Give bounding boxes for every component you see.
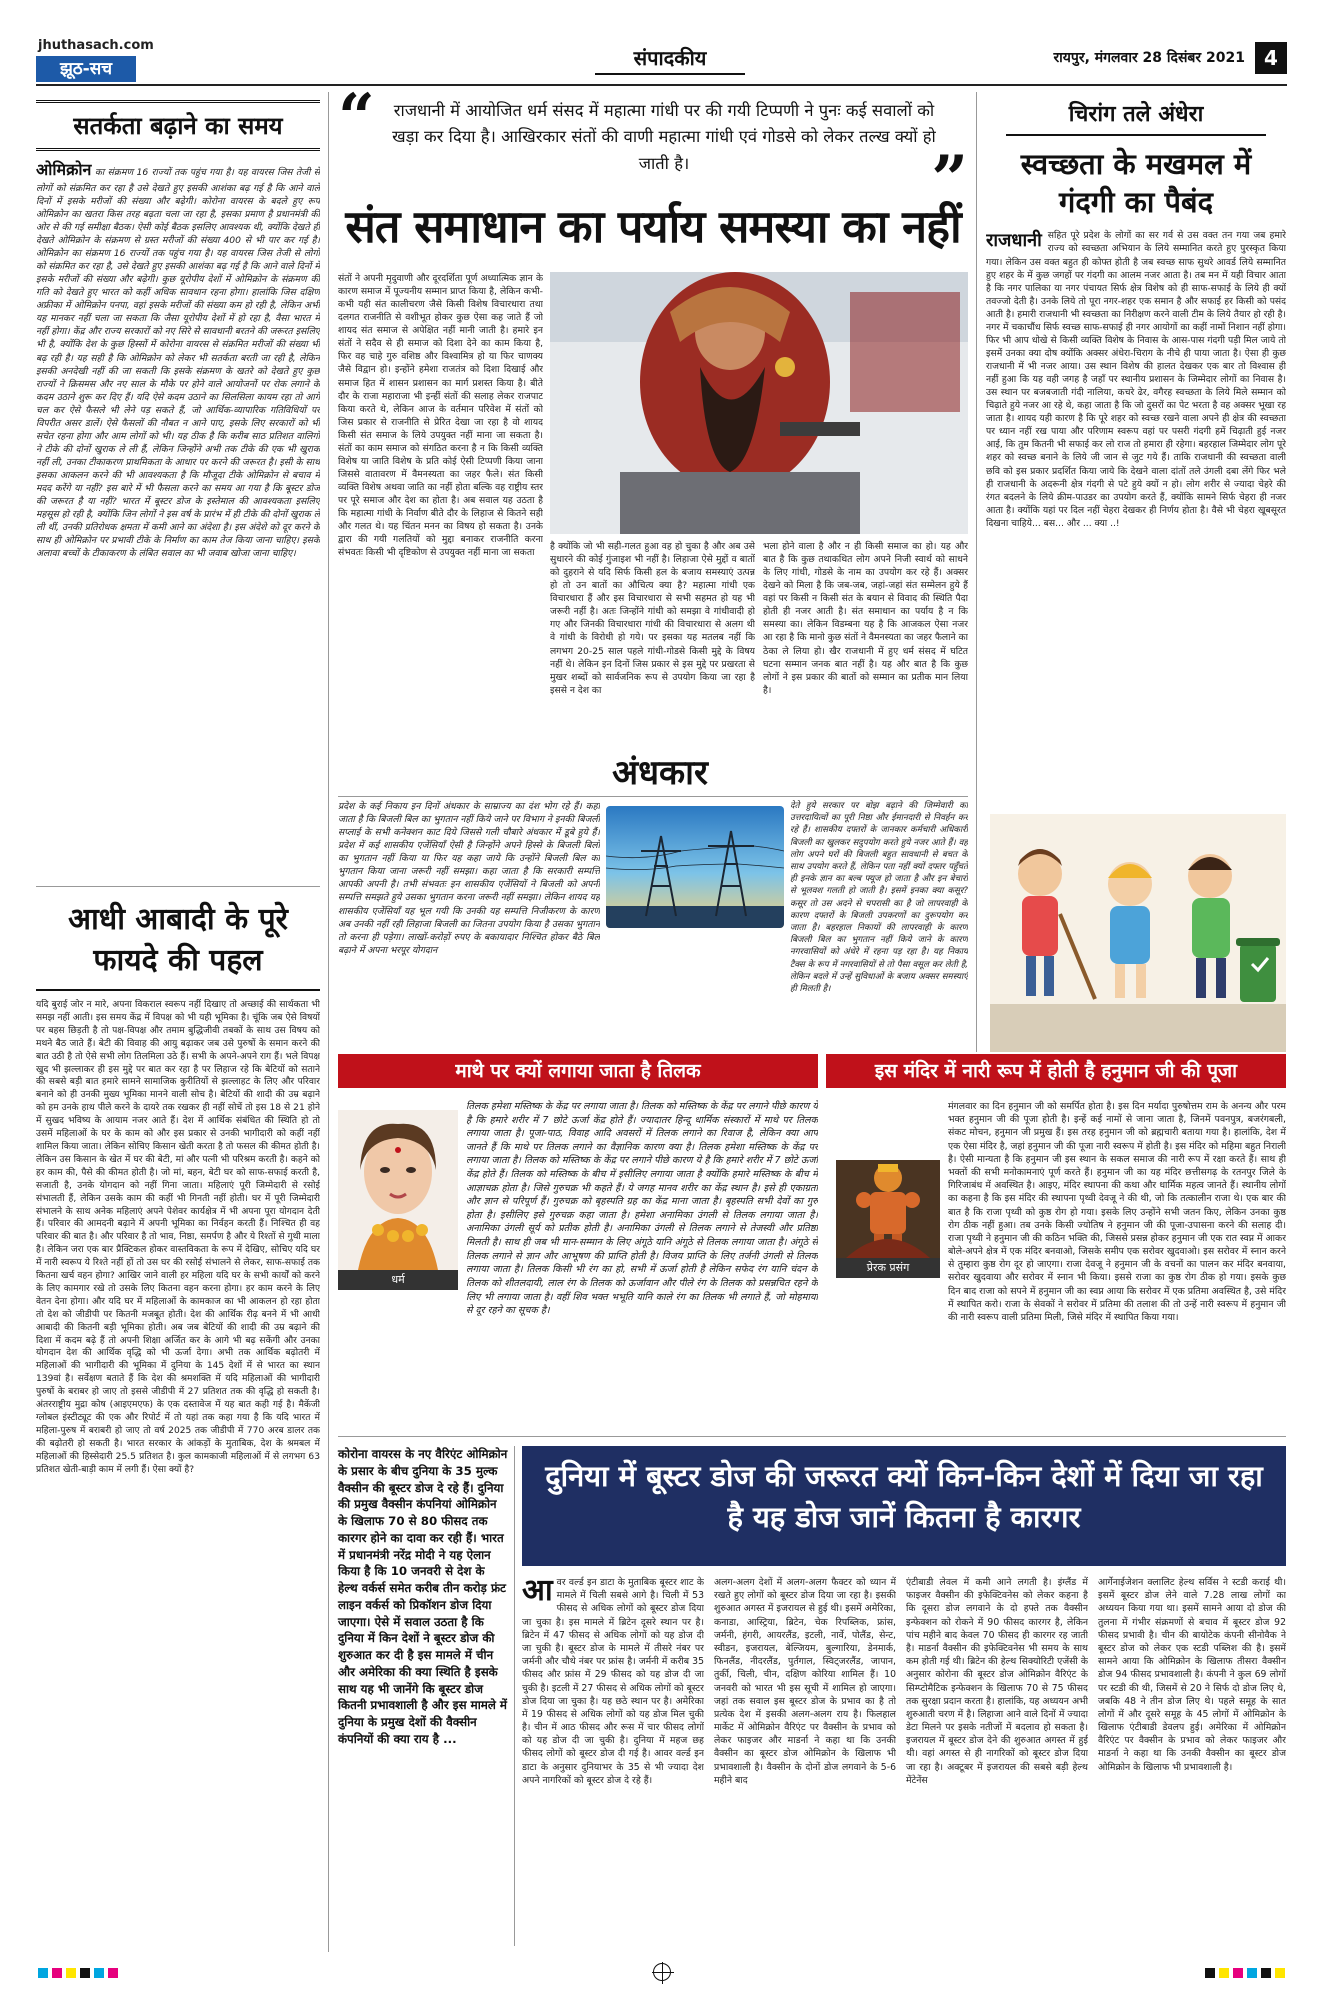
left-divider bbox=[36, 886, 320, 887]
sant-illustration bbox=[550, 272, 968, 534]
registration-mark-icon bbox=[653, 1963, 671, 1981]
newspaper-logo bbox=[36, 56, 136, 82]
booster-sidebar bbox=[338, 1446, 508, 1946]
color-bar-left bbox=[36, 1963, 120, 1982]
hanuman-ribbon-text: इस मंदिर में नारी रूप में होती है हनुमान जी की पूजा bbox=[874, 1060, 1238, 1082]
booster-headline: दुनिया में बूस्टर डोज की जरूरत क्यों किन-किन देशों में दिया जा रहा है यह डोज जानें कितना है कारगर bbox=[545, 1459, 1263, 1535]
editorial-2-body: यदि बुराई जोर न मारे, अपना विकराल स्वरूप नहीं दिखाए तो अच्छाई की सार्थकता भी समझ नहीं आती। इस समय केंद्र में विपक्ष को भी यही भूमिका है। चूंकि जब ऐसे विषयों पर बहस छिड़ती है तो पक्ष-विपक्ष और तमाम बुद्धिजीवी तबकों के साथ उस विषय को मथने बैठ जाते हैं। बेटी की विवाह की आयु बढ़ाकर जब उसे पुरुषों के समान करने की बात उठी है तो ऐसे सभी लोग तिलमिला उठे हैं। सभी के अपने-अपने राग हैं। भले विपक्ष खुद भी झल्लाकर ही इस मुद्दे पर बात कर रहा है पर लिहाज रहे कि बेटियों को सताने की सबसे बड़ी बात हमारे सामने सामाजिक कुरीतियों से झल्लाहट के लिए और परिवार बनाने को ही उनकी मुख्य भूमिका मानने वाली सोच है। बेटियों की शादी की उम्र बढ़ाने को हम उनके हाथ पीले करने के दायरे तक रखकर ही नहीं सोचें तो इस 18 से 21 होने में सुखद भविष्य के आयाम नजर आते हैं। देश में आर्थिक संबंधित की स्थिति हो तो उसमें महिलाओं के घर के काम को और इस प्रकार से उनकी भागीदारी को कहीं नहीं शामिल किया जाता। लेकिन सोचिए किसान खेती करता है तो फसल की कीमत होती है। लेकिन उस किसान के खेत में घर की बेटी, मां और पत्नी भी परिश्रम करती है। कहने को हर काम की, पैसे की कीमत होती है। जो मां, बहन, बेटी घर को साफ-सफाई करती है, सजाती है, उनके योगदान को नहीं गिना जाता। महिलाएं पूरी जिम्मेदारी से रसोई संभालती हैं, लेकिन उसके काम की कहीं भी गिनती नहीं होती। घर में पूरी जिम्मेदारी संभालने के साथ अनेक महिलाएं अपने पेशेवर कार्यक्षेत्र में भी अपना पूरा योगदान देती हैं। परिवार की आमदनी बढ़ाने में अपनी भूमिका का निर्वहन करती हैं। निश्चित ही वह परिवार की बात है। और परिवार है तो भाव, निष्ठा, समर्पण है और ये रिश्तों से गुथी माला है। लेकिन जरा एक बार प्रैक्टिकल होकर वास्तविकता के रूप में देखिए, सोचिए यदि घर में नारी स्वरूप ये रिश्ते नहीं हों तो उस घर की रसोई संभालने से लेकर, साफ-सफाई तक कितना खर्च वहन होगा? आखिर जाने वाली हर महिला यदि घर के सभी कार्यों को करने के लिए कामगार रखे तो उसके लिए कितना वहन करना होगा। हर काम करने के लिए वेतन देना होगा। और यदि घर में महिलाओं के कामकाज का भी आकलन हो रहा होता तो देश को जीडीपी पर कितनी मजबूत होती। देश की आर्थिक रीढ़ बनने में भी आधी आबादी की कितनी बड़ी भूमिका होती। अब जब बेटियों की शादी की उम्र बढ़ाने की दिशा में कदम बढ़े हैं तो अपनी शिक्षा अर्जित कर के आगे भी बढ़ सकेंगी और उनका योगदान देश की आर्थिक वृद्धि को भी ऊर्जा देगा। अभी तक आर्थिक बढ़ोतरी में महिलाओं की भागीदारी की भूमिका में दुनिया के 145 देशों में से भारत का स्थान 139वां है। सर्वेक्षण बताते हैं कि देश की श्रमशक्ति में यदि महिलाओं की भागीदारी पुरुषों के बराबर हो जाए तो इससे जीडीपी में 27 प्रतिशत तक की वृद्धि हो सकती है। अंतरराष्ट्रीय मुद्रा कोष (आइएमएफ) के एक दस्तावेज में यह बात कही गई है। मैकेंजी ग्लोबल इंस्टीट्यूट की एक और रिपोर्ट में तो यहां तक कहा गया है कि यदि भारत में महिला-पुरुष में बराबरी हो जाए तो वर्ष 2025 तक जीडीपी में 770 अरब डालर तक की बढ़ोतरी हो सकती है। भारत सरकार के आंकड़ों के मुताबिक, देश के श्रमबल में महिलाओं की हिस्सेदारी 25.5 प्रतिशत है। कुल कामकाजी महिलाओं में से लगभग 63 प्रतिशत खेती-बाड़ी काम में लगी हैं। ऐसा क्यों है? bbox=[36, 1000, 320, 1475]
booster-top-rule bbox=[338, 1436, 1286, 1437]
editorial-1-text: का संक्रमण 16 राज्यों तक पहुंच गया है। यह वायरस जिस तेजी से लोगों को संक्रमित कर रहा है उसे देखते हुए इसकी आशंका बढ़ गई है कि आने वाले दिनों में इसके मरीजों की संख्या और बढ़ेगी। कोरोना वायरस के बदले हुए रूप ओमिक्रोन का खतरा किस तरह बढ़ता चला जा रहा है, इसका प्रमाण है प्रधानमंत्री की ओर से की गई समीक्षा बैठक। ऐसी कोई बैठक इसलिए आवश्यक थी, क्योंकि देखते ही देखते ओमिक्रोन के संक्रमण से ग्रस्त मरीजों की संख्या 400 से भी पार कर गई है। ओमिक्रोन का संक्रमण 16 राज्यों तक पहुंच गया है। यह वायरस जिस तेजी से लोगों को संक्रमित कर रहा है, उसे देखते हुए इसकी आशंका बढ़ गई है कि आने वाले दिनों में इसके मरीजों की संख्या और बढ़ेगी। कुछ यूरोपीय देशों में ओमिक्रोन के संक्रमण की गति को देखते हुए भारत को कहीं अधिक सावधान रहना होगा। हालांकि जिस दक्षिण अफ्रीका में ओमिक्रोन पनपा, वहां इसके मरीजों की संख्या कम हो रही है, लेकिन अभी यह मानकर नहीं चला जा सकता कि जैसा यूरोपीय देशों में हो रहा है, वैसा भारत में नहीं होगा। केंद्र और राज्य सरकारों को नए सिरे से सावधानी बरतने की जरूरत इसलिए भी है, क्योंकि देश के कुछ हिस्सों में कोरोना वायरस से संक्रमित मरीजों की संख्या भी बढ़ रही है। यह सही है कि ओमिक्रोन को लेकर भी सतर्कता बरती जा रही है, लेकिन इसकी अनदेखी नहीं की जा सकती कि इसके संक्रमण के खतरे को देखते हुए कुछ राज्यों ने क्रिसमस और नए साल के मौके पर होने वाले आयोजनों पर रोक लगाने के कदम उठाने शुरू कर दिए हैं। यदि ऐसे कदम उठाने का सिलसिला कायम रहा तो आगे चल कर ऐसे फैसले भी लेने पड़ सकते हैं, जो आर्थिक-व्यापारिक गतिविधियों पर विपरीत असर डालें। ऐसे फैसलों की नौबत न आने पाए, इसके लिए सरकारों को भी सचेत रहना होगा और आम लोगों को भी। यह ठीक है कि करीब साठ प्रतिशत वालिगों ने टीके की दोनों खुराक ले ली हैं, लेकिन जिन्होंने अभी तक टीके की एक भी खुराक नहीं ली, उनका टीकाकरण प्राथमिकता के आधार पर करने की जरूरत है। इसी के साथ इसका आकलन करने की भी आवश्यकता है कि मौजूदा टीके ओमिक्रोन से बचाव में मदद करेंगे या नहीं? इस बारे में भी फैसला करने का समय आ गया है कि बूस्टर डोज की जरूरत है या नहीं? भारत में बूस्टर डोज के इस्तेमाल की आवश्यकता इसलिए महसूस हो रही है, क्योंकि जिन लोगों ने इस वर्ष के प्रारंभ में ही टीके की दोनों खुराक ले ली थीं, उनकी प्रतिरोधक क्षमता में कमी आने का अंदेशा है। इस अंदेशे को दूर करने के साथ ही ओमिक्रोन पर प्रभावी टीके के निर्माण का काम तेज किया जाना चाहिए। इसके अलावा बच्चों के टीकाकरण के लंबित सवाल का भी जवाब खोजा जाना चाहिए। bbox=[36, 167, 320, 560]
close-quote-icon: ” bbox=[931, 142, 968, 217]
booster-sidebar-rule bbox=[514, 1446, 515, 1946]
dateline: रायपुर, मंगलवार 28 दिसंबर 2021 bbox=[1053, 50, 1245, 66]
tilak-ribbon-text: माथे पर क्यों लगाया जाता है तिलक bbox=[455, 1060, 701, 1082]
power-tower-illustration bbox=[606, 806, 784, 928]
booster-col-1-text: वर वर्ल्ड इन डाटा के मुताबिक बूस्टर शाट के मामले में चिली सबसे आगे है। चिली में 53 फीसद से अधिक लोगों को बूस्टर डोज दिया जा चुका है। इस मामले में ब्रिटेन दूसरे स्थान पर है। ब्रिटेन में 47 फीसद से अधिक लोगों को यह डोज दी जा चुकी है। बूस्टर डोज के मामले में तीसरे नंबर पर जर्मनी और चौथे नंबर पर फ्रांस है। जर्मनी में करीब 35 फीसद और फ्रांस में 29 फीसद को यह डोज दी जा चुकी है। इटली में 27 फीसद से अधिक लोगों को बूस्टर डोज दिया जा चुका है। यह छठे स्थान पर है। अमेरिका में 19 फीसद से अधिक लोगों को यह डोज मिल चुकी है। चीन में आठ फीसद और रूस में चार फीसद लोगों को यह डोज दी जा चुकी है। दुनिया में महज छह फीसद लोगों को बूस्टर डोज दी गई है। आवर वर्ल्ड इन डाटा के अनुसार दुनियाभर के 35 से भी ज्यादा देश अपने नागरिकों को बूस्टर डोज दे रहे हैं। bbox=[522, 1577, 704, 1786]
open-quote-icon: “ bbox=[338, 80, 375, 155]
section-header bbox=[560, 44, 780, 75]
section-ornament bbox=[595, 73, 745, 75]
hanuman-idol-illustration bbox=[836, 1160, 940, 1258]
booster-col-1 bbox=[522, 1576, 704, 1946]
editorial-1 bbox=[36, 100, 320, 880]
editorial-1-body bbox=[36, 159, 320, 869]
hanuman-ribbon bbox=[826, 1054, 1286, 1088]
pull-quote-text: राजधानी में आयोजित धर्म संसद में महात्मा गांधी पर की गयी टिप्पणी ने पुनः कई सवालों को खड़ा कर दिया है। आखिरकार संतों की वाणी महात्मा गांधी एवं गोडसे को लेकर तल्ख क्यों हो जाती है। bbox=[392, 101, 936, 173]
editorial-1-lead: ओमिक्रोन bbox=[36, 160, 92, 179]
andhkar-col-2: देते हुये सरकार पर बोझ बढ़ाने की जिम्मेवारी का उत्तरदायित्वों का पूरी निष्ठा और ईमानदारी से निवर्हन कर रहे हैं। शासकीय दफ्तरों के जानकार कर्मचारी अधिकारी बिजली का खुलकर सदुपयोग करते हुये नजर आते हैं। वह लोग अपने घरों की बिजली बहुत सावधानी से बचत के साथ उपयोग करते हैं, लेकिन पता नहीं क्यों दफ्तर पहुँचते ही इनके ज्ञान का बल्ब फ्यूज हो जाता है और इन बेचारों से भूलवश गलती हो जाती है। इसमें इनका क्या कसूर? कसूर तो उस अदने से चपरासी का है जो लापरवाही के कारण दफ्तरों के बिजली उपकरणों का दुरूपयोग कर जाता है। बहरहाल निकायों की लापरवाही के कारण बिजली बिल का भुगतान नहीं किये जाने के कारण नगरवासियों को अंधेरे में रहना पड़ रहा है। यह निकाय टैक्स के रूप में नगरवासियों से तो पैसा वसूल कर लेती है, लेकिन बदले में उन्हें सुविधाओं के बजाय अक्सर समस्याएं ही मिलती है। bbox=[790, 801, 968, 995]
sant-photo bbox=[550, 272, 968, 534]
power-lines-photo bbox=[606, 806, 784, 928]
right-body-text: सहित पूरे प्रदेश के लोगों का सर गर्व से उस वक्त तन गया जब हमारे राज्य को स्वच्छता अभियान के लिये सम्मानित करते हुए पुरस्कृत किया गया। लेकिन उस वक्त बहुत ही कोफ्त होती है जब स्वच्छ साफ सुथरे आवर्ड लिये सम्मानित हुए शहर के में कुछ जगहों पर गंदगी का आलम नजर आता है। तब मन में यही विचार आता है कि नगर पालिका या नगर पंचायत सिर्फ क्षेत्र विशेष को ही साफ-सफाई के लिये ही क्यों तवज्जो देती है। उनके लिये तो पूरा नगर-शहर एक समान है और सफाई हर किसी को पसंद आती है। हमारी राजधानी भी स्वच्छता का निरीक्षण करने वाली टीम के लिये तैयार हो रही है। नगर में चकाचौंध सिर्फ स्वच्छ साफ-सफाई ही नगर आयोगों का कहीं नामों निशान नहीं होगा। फिर भी आप धोखे से किसी व्यक्ति विशेष के निवास के आस-पास गंदगी पड़ी मिल जाये तो इसमें उनका क्या दोष क्योंकि अक्सर अंधेरा-चिराग के नीचे ही पाया जाता है। ऐसा ही कुछ राजधानी में भी नजर आया। उस स्थान विशेष की हालत देखकर एक बार तो विश्वास ही नहीं हुआ कि यह वही जगह है जहाँ पर स्थानीय प्रशासन के जिम्मेदार लोगों का निवास है। उस स्थान पर बजबजाती गंदी नालिया, कचरे ढेर, वगैरह स्वच्छता के लिये मिले सम्मान को चिढ़ाते हुये नजर आ रहे थे, कहा जाता है कि जो दुसरों का पेट भरता है वह अक्सर भूखा रह जाता है। शायद यही कारण है कि पूरे शहर को स्वच्छ रखने वाला अपने ही क्षेत्र की स्वच्छता पर ध्यान नहीं रख पाया और परिणाम स्वरूप वहां पर पसरी गंदगी हमें चिढ़ाती हुई नजर आई, कि तुम कितनी भी सफाई कर लो राज तो हमारा ही रहेगा। बहरहाल जिम्मेदार लोग पूरे शहर को स्वच्छ बनाने के लिये जी जान से जुट गये हैं। ताकि राजधानी की स्वच्छता वाली छवि को इस प्रकार प्रदर्शित किया जाये कि देखने वाला दांतों तले उंगली दबा लेंगे फिर भले ही राजधानी के अदरूनी क्षेत्र गंदगी से पटे हुये क्यों न हो। लोग शरीर से ज्यादा चेहरे की रंगत बदलने के लिये क्रीम-पाउडर का उपयोग करते हैं, क्योंकि सामने सिर्फ चेहरा ही नजर आता है। क्योंकि यहां पर दिल नहीं चेहरा देखकर ही निर्णय होता है। वैसे भी चेहरा खूबसूरत दिखना चाहिये... बस... और ... क्या ..! bbox=[986, 230, 1286, 529]
tilak-ribbon bbox=[338, 1054, 818, 1088]
tilak-caption-text: धर्म bbox=[391, 1273, 405, 1286]
right-headline: स्वच्छता के मखमल में गंदगी का पैबंद bbox=[1020, 147, 1252, 219]
main-body-col-1: संतों ने अपनी मृदुवाणी और दूरदर्शिता पूर्ण अध्यात्मिक ज्ञान के कारण समाज में पूज्यनीय सम्मान प्राप्त किया है, लेकिन कभी-कभी यही संत कालीचरण जैसे किसी विशेष विचारधारा तथा दलगत राजनीति से वशीभूत होकर कुछ ऐसा कह जाते हैं जो शायद संत समाज से अपेक्षित नहीं मानी जाती है। हमारे इन संतों ने सदैव से ही समाज को दिशा देने का काम किया है, फिर वह चाहे गुरु वशिष्ठ और विश्वामित्र हो या फिर चाणक्य जैसे विद्वान हो। इन्होंने हमेशा राजतंत्र को दिशा दिखाई और समाज हित में शासन प्रशासन का मार्ग प्रशस्त किया है। बीते दौर के राजा महाराजा भी इन्हीं संतों की सलाह लेकर राजपाट किया करते थे, लेकिन आज के वर्तमान परिवेश में संतों को जिस प्रकार से राजनीति से प्रेरित देखा जा रहा है वो शायद किसी संत समाज के लिये उपयुक्त नहीं माना जा सकता है। संतों का काम समाज को संगठित करना है न कि किसी व्यक्ति विशेष या जाति विशेष के प्रति कोई ऐसी टिप्पणी किया जाना जिससे वातावरण में वैमनस्यता का जहर फैले। संत किसी व्यक्ति विशेष अथवा जाति का नहीं होता बल्कि वह राष्ट्रीय स्तर पर पूरे समाज और देश का होता है। अब सवाल यह उठता है कि महात्मा गांधी के निर्वाण बीते दौर के लिहाज से कितने सही और गलत थे। यह चिंतन मनन का विषय हो सकता है। उनके द्वारा की गयी गलतियों को मुद्दा बनाकर राजनीति करना संभवतः किसी भी दृष्टिकोण से उपयुक्त नहीं माना जा सकता bbox=[338, 273, 543, 559]
page-number-badge bbox=[1255, 42, 1287, 74]
cleaning-kids-illustration bbox=[990, 814, 1286, 1052]
hanuman-photo bbox=[836, 1160, 940, 1278]
footer-registration bbox=[36, 1962, 1287, 1982]
main-headline: संत समाधान का पर्याय समस्या का नहीं bbox=[345, 200, 961, 253]
left-column-rule bbox=[328, 92, 329, 1952]
andhkar-headline: अंधकार bbox=[540, 748, 780, 794]
cleaning-cartoon bbox=[990, 814, 1286, 1052]
main-body-col-2: है क्योंकि जो भी सही-गलत हुआ वह हो चुका है और अब उसे सुधारने की कोई गुंजाइश भी नहीं है। लिहाजा ऐसे मुद्दों व बातों को दुहराने से यदि सिर्फ किसी हल के बजाय समस्याएं उत्पन्न हो तो उन बातों का औचित्य क्या है? महात्मा गांधी एक विचारधारा हैं और इस विचारधारा से सभी सहमत हो यह भी जरूरी नहीं है। अतः जिन्होंने गांधी को समझा वे गांधीवादी हो गए और जिनकी विचारधारा गांधी की विचारधारा से अलग थी वे गांधी के विरोधी हो गये। पर इसका यह मतलब नहीं कि लगभग 20-25 साल पहले गांधी-गोडसे किसी मुद्दे के विषय नहीं थे। लेकिन इन दिनों जिस प्रकार से इस मुद्दे पर प्रखरता से मुखर शब्दों को सार्वजनिक रूप से उपयोग किया जा रहा है इससे न देश का bbox=[550, 541, 755, 696]
editorial-2 bbox=[36, 896, 320, 1946]
booster-col-4: आर्गेनाईजेशन क्लालिट हेल्थ सर्विस ने स्टडी कराई थी। इसमें बूस्टर डोज लेने वाले 7.28 लाख लोगों का अध्ययन किया गया था। इसमें सामने आया दो डोज की तुलना में गंभीर संक्रमणों से बचाव में बूस्टर डोज 92 फीसद प्रभावी है। चीन की बायोटेक कंपनी सीनोवैक ने बूस्टर डोज को लेकर एक स्टडी पब्लिश की है। इसमें सामने आया कि ओमिक्रोन के खिलाफ तीसरा वैक्सीन डोज 94 फीसद प्रभावशाली है। कंपनी ने कुल 69 लोगों पर स्टडी की थी, जिसमें से 20 ने सिर्फ दो डोज लिए थे, जबकि 48 ने तीन डोज लिए थे। पहले समूह के सात लोगों में और दूसरे समूह के 45 लोगों में ओमिक्रोन के खिलाफ एंटीबाडी डेवलप हुई। अमेरिका में ओमिक्रोन वैरिएंट पर वैक्सीन के प्रभाव को लेकर फाइजर और माडर्ना ने कहा था कि उनकी वैक्सीन का बूस्टर डोज ओमिक्रोन के खिलाफ भी प्रभावशाली है। bbox=[1098, 1577, 1286, 1773]
site-url[interactable]: jhuthasach.com bbox=[38, 38, 154, 53]
main-body-col-3: भला होने वाला है और न ही किसी समाज का हो। यह और बात है कि कुछ तथाकथित लोग अपने निजी स्वार्थ को साधने के लिए गांधी, गोडसे के नाम का उपयोग कर रहे हैं। अक्सर देखने को मिला है कि जब-जब, जहां-जहां संत सम्मेलन हुये हैं वहां पर किसी न किसी संत के बयान से विवाद की स्थिति पैदा होती ही नजर आती है। संत समाधान का पर्याय है न कि समस्या का। लेकिन विडम्बना यह है कि आजकल ऐसा नजर आ रहा है कि मानो कुछ संतों ने वैमनस्यता का जहर फैलाने का ठेका ले लिया हो। खैर राजधानी में हुए धर्म संसद में घटित घटना सम्मान जनक बात नहीं है। यह और बात है कि कुछ लोगों ने इस प्रकार की बातों को सम्मान का प्रतीक मान लिया है। bbox=[763, 541, 968, 696]
right-lead: राजधानी bbox=[986, 230, 1042, 252]
booster-headline-box bbox=[522, 1446, 1286, 1566]
hanuman-photo-caption bbox=[836, 1258, 940, 1278]
booster-dropcap: आ bbox=[522, 1576, 553, 1608]
masthead-rule bbox=[36, 84, 1287, 86]
editorial-1-title: सतर्कता बढ़ाने का समय bbox=[36, 100, 320, 151]
andhkar-rule bbox=[338, 796, 968, 797]
right-column-rule bbox=[976, 92, 977, 1052]
color-bar-right bbox=[1203, 1963, 1287, 1982]
booster-col-3: एंटीबाडी लेवल में कमी आने लगती है। इंग्लैंड में फाइजर वैक्सीन की इफेक्टिवनेस को लेकर कहना है कि दूसरा डोज लगवाने के दो हफ्ते तक वैक्सीन इन्फेक्शन को रोकने में 90 फीसद कारगर है, लेकिन पांच महीने बाद केवल 70 फीसद ही कारगर रह जाती है। माडर्ना वैक्सीन की इफेक्टिवनेस भी समय के साथ कम होती गई थी। ब्रिटेन की हेल्थ सिक्योरिटी एजेंसी के अनुसार कोरोना की बूस्टर डोज ओमिक्रोन वैरिएंट के सिम्प्टोमैटिक इन्फेक्शन के खिलाफ 70 से 75 फीसद तक सुरक्षा प्रदान करता है। हालांकि, यह अध्ययन अभी शुरुआती चरण में है। लिहाजा आने वाले दिनों में ज्यादा डेटा मिलने पर इसके नतीजों में बदलाव हो सकता है। इजरायल में बूस्टर डोज देने की शुरुआत अगस्त में हुई थी। वहां अगस्त से ही नागरिकों को बूस्टर डोज दिया जा रहा है। अक्टूबर में इजरायल की सबसे बड़ी हेल्थ मेंटेनेंस bbox=[906, 1577, 1088, 1786]
woman-tilak-illustration bbox=[338, 1110, 458, 1270]
logo-text: झूठ-सच bbox=[59, 59, 113, 79]
booster-col-2: अलग-अलग देशों में अलग-अलग फैक्टर को ध्यान में रखते हुए लोगों को बूस्टर डोज दिया जा रहा है। इसकी शुरुआत अगस्त में इजरायल से हुई थी। इसमें अमेरिका, कनाडा, आस्ट्रिया, ब्रिटेन, चेक रिपब्लिक, फ्रांस, जर्मनी, हंगरी, आयरलैंड, इटली, नार्वे, पोलैंड, सेन्ट, स्वीडन, इजरायल, बेल्जियम, बुल्गारिया, डेनमार्क, फिनलैंड, नीदरलैंड, पुर्तगाल, स्विट्जरलैंड, जापान, तुर्की, चिली, चीन, दक्षिण कोरिया शामिल हैं। 10 जनवरी को भारत भी इस सूची में शामिल हो जाएगा। जहां तक सवाल इस बूस्टर डोज के प्रभाव का है तो प्रत्येक देश में इसकी अलग-अलग राय है। फिलहाल मार्केट में ओमिक्रोन वैरिएंट पर वैक्सीन के प्रभाव को लेकर फाइजर और माडर्ना ने कहा था कि उनकी वैक्सीन का बूस्टर डोज ओमिक्रोन के खिलाफ भी प्रभावशाली है। वैक्सीन के दोनों डोज लगवाने के 5-6 महीने बाद bbox=[714, 1577, 896, 1786]
booster-sidebar-text: कोरोना वायरस के नए वैरिएंट ओमिक्रोन के प्रसार के बीच दुनिया के 35 मुल्क वैक्सीन की बूस्टर डोज दे रहे हैं। दुनिया की प्रमुख वैक्सीन कंपनियां ओमिक्रोन के खिलाफ 70 से 80 फीसद तक कारगर होने का दावा कर रही हैं। भारत में प्रधानमंत्री नरेंद्र मोदी ने यह ऐलान किया है कि 10 जनवरी से देश के हेल्थ वर्कर्स समेत करीब तीन करोड़ फ्रंट लाइन वर्कर्स को प्रिकॉशन डोज दिया जाएगा। ऐसे में सवाल उठता है कि दुनिया में किन देशों ने बूस्टर डोज की शुरुआत कर दी है इस मामले में चीन और अमेरिका की क्या स्थिति है इसके साथ यह भी जानेंगे कि बूस्टर डोज कितनी प्रभावशाली है और इस मामले में दुनिया के प्रमुख देशों की वैक्सीन कंपनियों की क्या राय है ... bbox=[338, 1447, 508, 1746]
tilak-photo-caption bbox=[338, 1270, 458, 1290]
section-title: संपादकीय bbox=[633, 46, 707, 70]
page-number: 4 bbox=[1264, 46, 1278, 70]
right-kicker: चिरांग तले अंधेरा bbox=[1068, 102, 1204, 127]
pull-quote bbox=[338, 80, 968, 217]
tilak-photo bbox=[338, 1110, 458, 1290]
right-column-article bbox=[986, 92, 1286, 812]
tilak-body: तिलक हमेशा मस्तिष्क के केंद्र पर लगाया जाता है। तिलक को मस्तिष्क के केंद्र पर लगाने पीछे कारण ये है कि हमारे शरीर में 7 छोटे ऊर्जा केंद्र होते हैं। ज्यादातर हिन्दू धार्मिक संस्कारों में माथे पर तिलक लगाया जाता है। पूजा-पाठ, विवाह आदि अवसरों में तिलक लगाने का रिवाज है, लेकिन क्या आप जानते हैं कि माथे पर तिलक लगाने का वैज्ञानिक कारण क्या है। तिलक हमेशा मस्तिष्क के केंद्र पर लगाया जाता है। तिलक को मस्तिष्क के केंद्र पर लगाने पीछे कारण ये है कि हमारे शरीर में 7 छोटे ऊर्जा केंद्र होते हैं। तिलक को मस्तिष्क के बीच में इसीलिए लगाया जाता है क्योंकि हमारे मस्तिष्क के बीच में आज्ञाचक्र होता है। जिसे गुरुचक्र भी कहते हैं। ये जगह मानव शरीर का केंद्र स्थान है। इसे ही एकाग्रता और ज्ञान से परिपूर्ण हैं। गुरुचक्र को बृहस्पति ग्रह का केंद्र माना जाता है। बृहस्पति सभी देवों का गुरु होता है। इसीलिए इसे गुरुचक्र कहा जाता है। हमेशा अनामिका उंगली से तिलक लगाया जाता है। अनामिका उंगली सूर्य को प्रतीक होती है। अनामिका उंगली से तिलक लगाने से तेजस्वी और प्रतिष्ठा मिलती है। साथ ही जब भी मान-सम्मान के लिए अंगूठे यानि अंगूठे से तिलक लगाया जाता है। अंगूठे से तिलक लगाने से ज्ञान और आभूषण की प्राप्ति होती है। विजय प्राप्ति के लिए तर्जनी उंगली से तिलक लगाया जाता है। तिलक किसी भी रंग का हो, सभी में ऊर्जा होती है लेकिन सफेद रंग यानि चंदन के तिलक को शीतलदायी, लाल रंग के तिलक को ऊर्जावान और पीले रंग के तिलक को प्रसन्नचित रहने के लिए भी लगाया जाता है। वहीं शिव भक्त भभूति यानि काले रंग का तिलक भी लगाते हैं, जो मोहमाया से दूर रहने का सूचक है। bbox=[466, 1101, 818, 1317]
hanuman-caption-text: प्रेरक प्रसंग bbox=[866, 1261, 910, 1274]
editorial-2-title: आधी आबादी के पूरे फायदे की पहल bbox=[36, 896, 320, 991]
hanuman-body: मंगलवार का दिन हनुमान जी को समर्पित होता है। इस दिन मर्यादा पुरुषोत्तम राम के अनन्य और परम भक्त हनुमान जी की पूजा होती है। इन्हें कई नामों से जाना जाता है, जिनमें पवनपुत्र, बजरंगबली, संकट मोचन, हनुमान जी प्रमुख हैं। इस तरह हनुमान जी को ब्रह्मचारी बताया गया है। हालांकि, देश में एक ऐसा मंदिर है, जहां हनुमान जी की पूजा नारी स्वरूप में होती है। इस मंदिर को महिमा बहुत निराली है। ऐसी मान्यता है कि हनुमान जी इस स्थान के सकल समाज की नारी रूप में रक्षा करते हैं। साथ ही भक्तों की सभी मनोकामनाएं पूर्ण करते हैं। हनुमान जी का यह मंदिर छत्तीसगढ़ के रतनपुर जिले के गिरिजाबंध में अवस्थित है। आइए, मंदिर स्थापना की कथा और धार्मिक महत्व जानते हैं। स्थानीय लोगों का कहना है कि इस मंदिर की स्थापना पृथ्वी देवजू ने की थी, जो कि तत्कालीन राजा थे। एक बार की बात है कि राजा पृथ्वी को कुष्ठ रोग हो गया। इसके लिए उन्होंने सभी जतन किए, लेकिन उनका कुष्ठ रोग ठीक नहीं हुआ। तब उनके किसी ज्योतिष ने हनुमान जी की पूजा-उपासना करने की सलाह दी। राजा पृथ्वी ने हनुमान जी की कठिन भक्ति की, जिससे प्रसन्न होकर हनुमान जी एक रात स्वप्न में आकर बोले-अपने क्षेत्र में एक मंदिर बनवाओ, जिसके समीप एक सरोवर खुदवाओ। इस सरोवर में स्नान करने से तुम्हारा कुष्ठ रोग दूर हो जाएगा। राजा देवजू ने हनुमान जी के वचनों का पालन कर मंदिर बनवाया, सरोवर खुदवाया और सरोवर में स्नान भी किया। इससे राजा का कुष्ठ रोग ठीक हो गया। इसके कुछ दिन बाद राजा को सपने में हनुमान जी का स्वप्न आया कि सरोवर में एक प्रतिमा अवस्थित है, उसे मंदिर में स्थापित करो। राजा के सेवकों ने सरोवर में प्रतिमा की तलाश की तो उन्हें नारी स्वरूप में हनुमान जी की नारी स्वरूप वाली प्रतिमा मिली, जिसे मंदिर में स्थापित किया गया। bbox=[948, 1101, 1286, 1323]
andhkar-col-1: प्रदेश के कई निकाय इन दिनों अंधकार के साम्राज्य का दंश भोग रहे हैं। कहा जाता है कि बिजली बिल का भुगतान नहीं किये जाने पर विभाग ने इनकी बिजली सप्लाई के सभी कनेक्शन काट दिये जिससे गली चौबारे अंधकार में डूबे हुये हैं। प्रदेश में कई शासकीय एजेंसियाँ ऐसी है जिन्होंने अपने हिस्से के बिजली बिलों का भुगतान नहीं किया या फिर यह कहा जाये कि उन्होंने बिजली बिल का भुगतान किया जाना जरूरी नहीं समझा। कहा जाता है कि सरकारी सम्पत्ति आपकी अपनी है। तभी संभवतः इन शासकीय एजेंसियों ने बिजली को अपनी सम्पत्ति समझते हुये उसका भुगतान करना जरूरी नहीं समझा। लेकिन शायद यह शासकीय एजेंसियाँ यह भूल गयी कि उनकी यह सम्पत्ति निजीकरण के कारण अब उनकी नहीं रही लिहाजा बिजली का जितना उपयोग किया है उसका भुगतान तो करना ही पड़ेगा। लाखों-करोड़ों रुपए के बकायादार निश्चित होकर बैठे बिल बढ़ाने में अपना भरपूर योगदान bbox=[338, 801, 600, 956]
right-body bbox=[986, 229, 1286, 769]
